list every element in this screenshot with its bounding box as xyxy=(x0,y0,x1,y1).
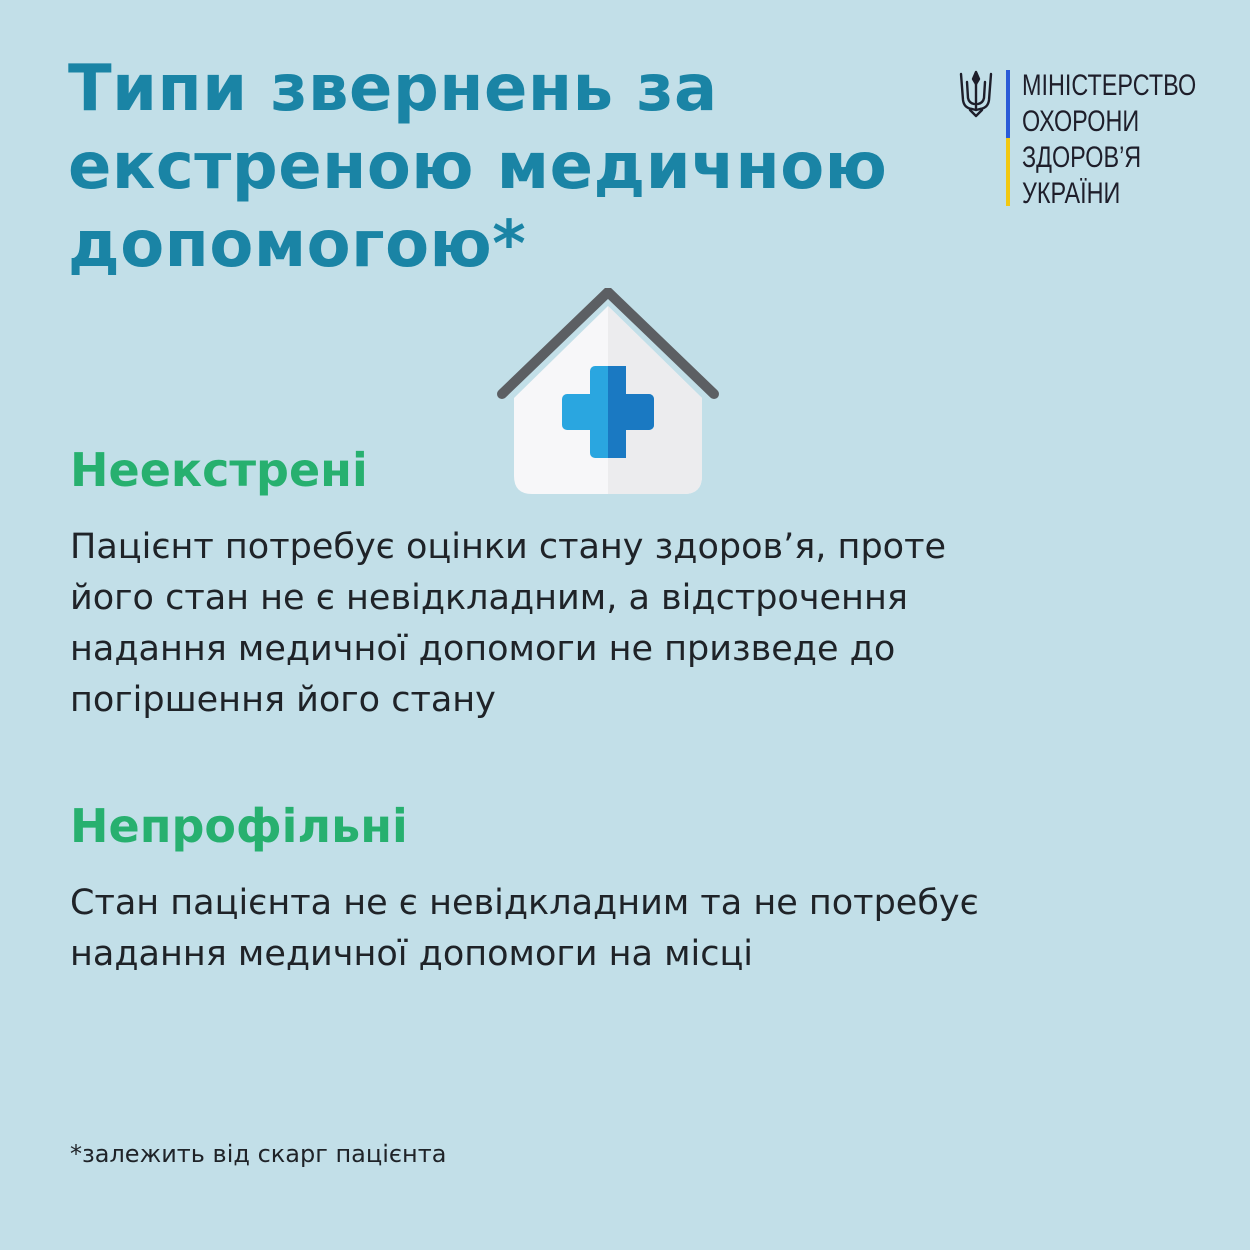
text-line: Стан пацієнта не є невідкладним та не потребує xyxy=(70,883,979,923)
medical-house-icon xyxy=(494,288,722,498)
trident-icon xyxy=(958,70,994,118)
ministry-name-line: МІНІСТЕРСТВО xyxy=(1022,69,1197,102)
text-line: його стан не є невідкладним, а відстрочення xyxy=(70,578,908,618)
page-title xyxy=(68,50,928,284)
text-line: надання медичної допомоги не призведе до xyxy=(70,629,896,669)
section-text-non-profile xyxy=(70,878,979,980)
ministry-name-line: ЗДОРОВ’Я xyxy=(1022,141,1142,174)
ministry-name-line: УКРАЇНИ xyxy=(1022,177,1121,210)
text-line: надання медичної допомоги на місці xyxy=(70,934,753,974)
section-heading-non-profile: Непрофільні xyxy=(70,799,408,853)
section-text-non-emergency xyxy=(70,522,946,726)
title-line: Типи звернень за xyxy=(68,52,718,126)
section-heading-non-emergency: Неекстрені xyxy=(70,443,368,497)
ministry-name xyxy=(1022,68,1196,212)
footnote: *залежить від скарг пацієнта xyxy=(70,1140,447,1168)
ministry-logo xyxy=(958,68,1198,208)
title-line: допомогою* xyxy=(68,208,527,282)
text-line: Пацієнт потребує оцінки стану здоров’я, проте xyxy=(70,527,946,567)
text-line: погіршення його стану xyxy=(70,680,496,720)
flag-divider xyxy=(1006,70,1010,206)
ministry-name-line: ОХОРОНИ xyxy=(1022,105,1140,138)
title-line: екстреною медичною xyxy=(68,130,888,204)
